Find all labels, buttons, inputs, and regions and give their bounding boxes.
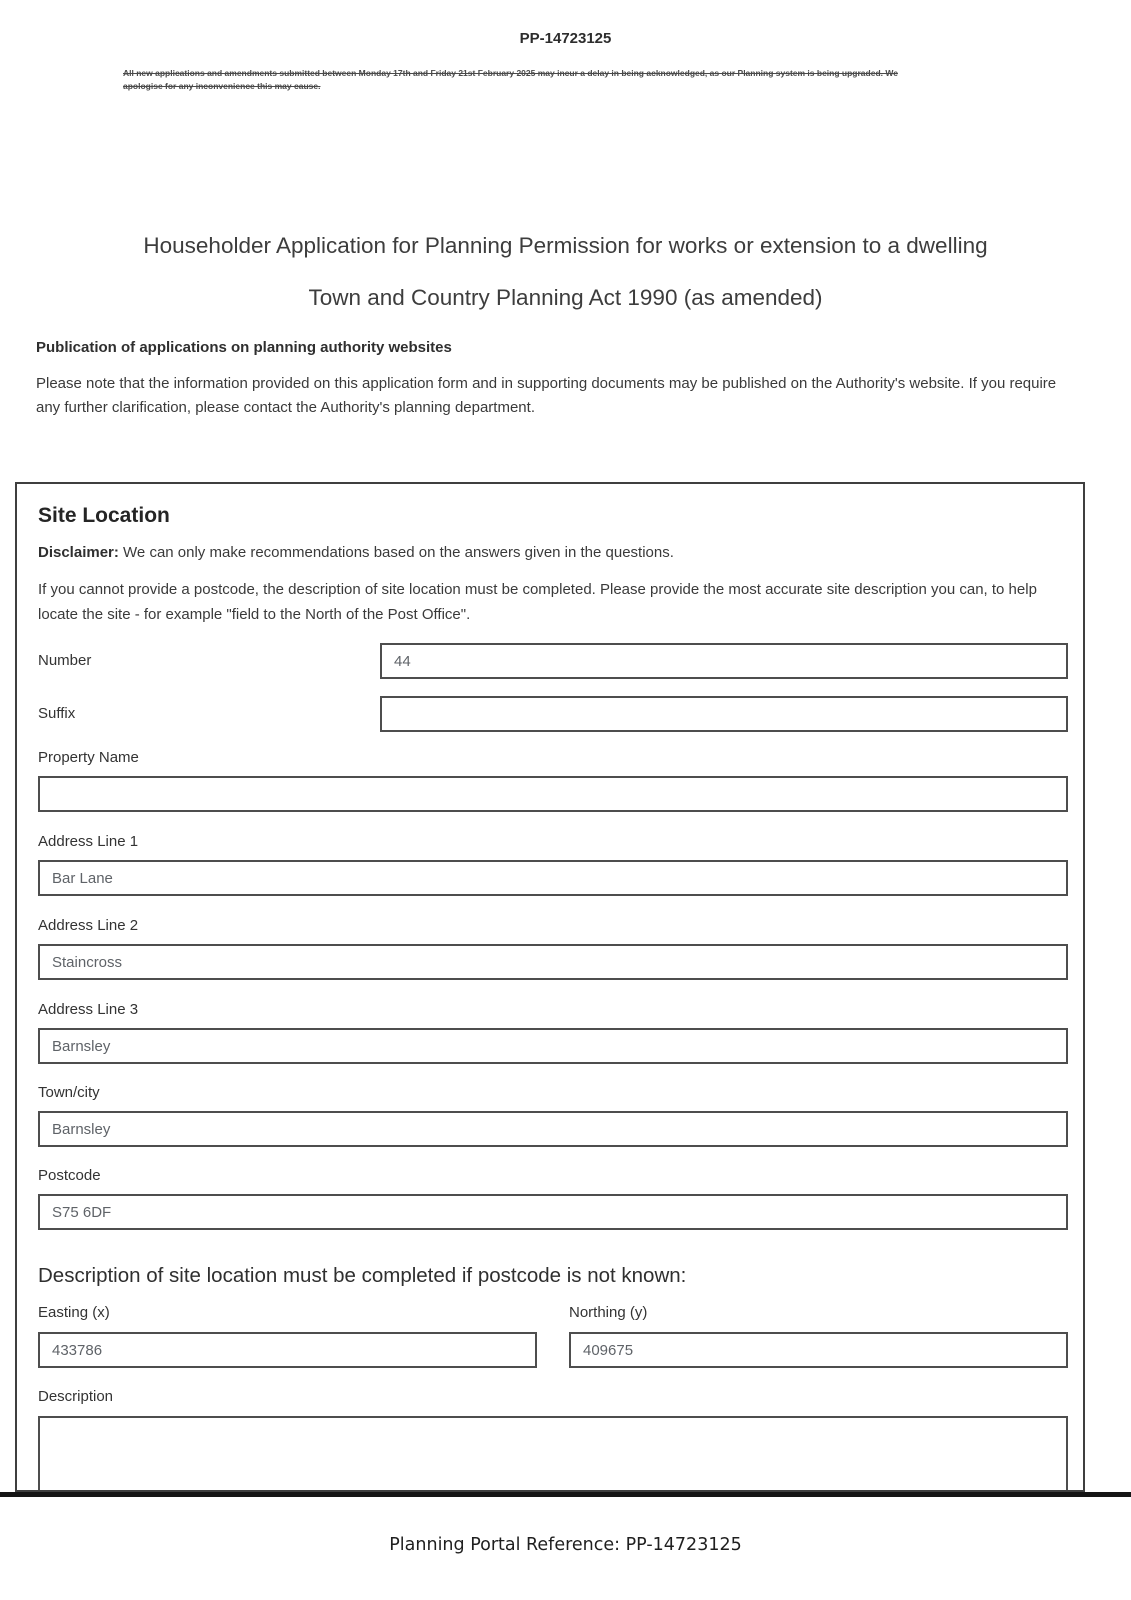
address-line-2-label: Address Line 2 xyxy=(38,917,139,935)
address-line-2-field xyxy=(38,917,1068,980)
easting-input[interactable] xyxy=(38,1332,537,1368)
town-city-input[interactable] xyxy=(38,1111,1068,1147)
coordinates-row xyxy=(38,1304,1068,1368)
address-line-1-field xyxy=(38,833,1068,896)
town-city-field xyxy=(38,1084,1068,1147)
planning-portal-reference-footer: Planning Portal Reference: PP-14723125 xyxy=(389,1535,742,1556)
suffix-field-row xyxy=(38,696,1068,732)
address-line-3-label: Address Line 3 xyxy=(38,1001,139,1019)
publication-heading: Publication of applications on planning authority websites xyxy=(36,339,452,357)
town-city-label: Town/city xyxy=(38,1084,100,1102)
site-location-heading: Site Location xyxy=(38,504,170,528)
form-subtitle: Town and Country Planning Act 1990 (as amended) xyxy=(308,285,823,311)
disclaimer-label: Disclaimer: xyxy=(38,544,119,562)
postcode-field xyxy=(38,1167,1068,1230)
postcode-input[interactable] xyxy=(38,1194,1068,1230)
northing-input[interactable] xyxy=(569,1332,1068,1368)
site-location-section xyxy=(15,482,1085,1492)
site-location-intro: If you cannot provide a postcode, the description of site location must be completed. Please provide the most accurate site description you can, to help locate the site - for example "field to the North of the Post Office". xyxy=(38,581,1037,624)
address-line-1-label: Address Line 1 xyxy=(38,833,139,851)
number-label: Number xyxy=(38,652,92,670)
publication-body: Please note that the information provided on this application form and in supporting documents may be published on the Authority's website. If you require any further clarification, please contact the Authority's planning department. xyxy=(36,375,1057,417)
address-line-3-field xyxy=(38,1001,1068,1064)
document-reference-header: PP-14723125 xyxy=(519,30,612,47)
address-line-1-input[interactable] xyxy=(38,860,1068,896)
address-line-2-input[interactable] xyxy=(38,944,1068,980)
site-location-disclaimer xyxy=(38,544,1068,561)
description-label: Description xyxy=(38,1388,114,1406)
suffix-input[interactable] xyxy=(380,696,1068,732)
northing-label: Northing (y) xyxy=(569,1304,648,1322)
page-break-divider xyxy=(0,1492,1131,1497)
disclaimer-text: We can only make recommendations based on the answers given in the questions. xyxy=(118,544,674,562)
description-textarea[interactable] xyxy=(38,1416,1068,1492)
northing-field xyxy=(569,1304,1068,1368)
description-field xyxy=(38,1388,1068,1492)
easting-label: Easting (x) xyxy=(38,1304,110,1322)
property-name-input[interactable] xyxy=(38,776,1068,812)
site-description-heading: Description of site location must be completed if postcode is not known: xyxy=(38,1264,687,1288)
easting-field xyxy=(38,1304,537,1368)
postcode-label: Postcode xyxy=(38,1167,101,1185)
property-name-field xyxy=(38,749,1068,812)
form-title: Householder Application for Planning Permission for works or extension to a dwelling xyxy=(143,233,988,259)
system-upgrade-notice: All new applications and amendments submitted between Monday 17th and Friday 21st February 2025 may incur a delay in being acknowledged, as our Planning system is being upgraded. We apologise for any inconvenience this may cause. xyxy=(123,68,898,92)
number-input[interactable] xyxy=(380,643,1068,679)
property-name-label: Property Name xyxy=(38,749,139,767)
number-field-row xyxy=(38,643,1068,679)
address-line-3-input[interactable] xyxy=(38,1028,1068,1064)
suffix-label: Suffix xyxy=(38,705,76,723)
